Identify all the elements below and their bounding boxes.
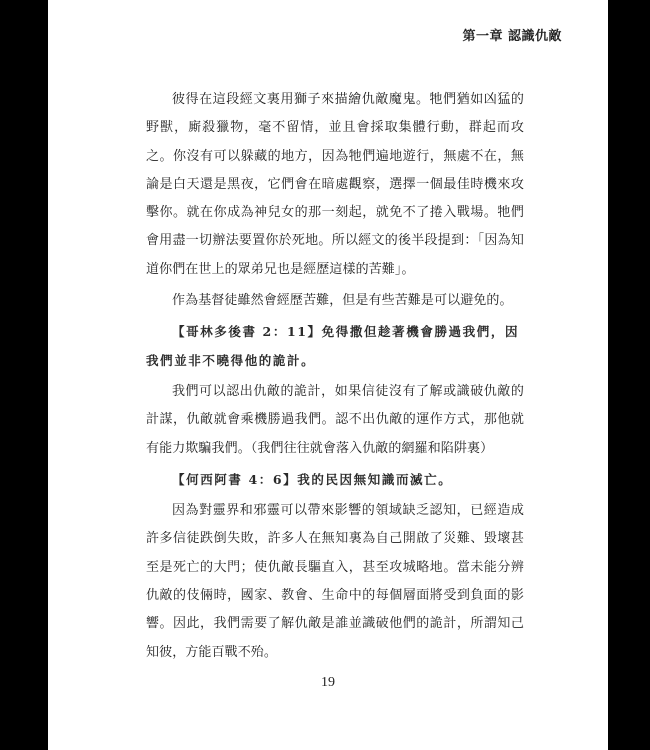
scan-border-left <box>0 0 48 750</box>
body-text <box>146 86 524 670</box>
scan-border-right <box>608 0 650 750</box>
scripture-quote-hosea: 【何西阿書 4：6】我的民因無知識而滅亡。 <box>172 471 453 487</box>
scripture-quote-2-corinthians: 【哥林多後書 2：11】免得撒但趁著機會勝過我們，因我們並非不曉得他的詭計。 <box>146 324 520 368</box>
paragraph-peter-lion: 彼得在這段經文裏用獅子來描繪仇敵魔鬼。牠們猶如凶猛的野獸，廝殺獵物，毫不留情，並且會採取集體行動，群起而攻之。你沒有可以躲藏的地方，因為牠們遍地遊行，無處不在，無論是白天還是黑夜，它們會在暗處觀察，選擇一個最佳時機來攻擊你。就在你成為神兒女的那一刻起，就免不了捲入戰場。牠們會用盡一切辦法要置你於死地。所以經文的後半段提到：「因為知道你們在世上的眾弟兄也是經歷這樣的苦難」。 <box>146 92 524 277</box>
page-number: 19 <box>321 675 335 690</box>
running-header-chapter-title: 第一章 認識仇敵 <box>462 29 562 44</box>
book-page <box>48 0 608 750</box>
paragraph-recognize-schemes: 我們可以認出仇敵的詭計，如果信徒沒有了解或識破仇敵的計謀，仇敵就會乘機勝過我們。認不出仇敵的運作方式，那他就有能力欺騙我們。（我們往往就會落入仇敵的網羅和陷阱裏） <box>146 383 524 456</box>
paragraph-suffering-avoidable: 作為基督徒雖然會經歷苦難，但是有些苦難是可以避免的。 <box>172 293 513 309</box>
paragraph-lack-of-knowledge: 因為對靈界和邪靈可以帶來影響的領域缺乏認知，已經造成許多信徒跌倒失敗，許多人在無知裏為自己開啟了災難、毀壞甚至是死亡的大門；使仇敵長驅直入，甚至攻城略地。當未能分辨仇敵的伎倆時，國家、教會、生命中的每個層面將受到負面的影響。因此，我們需要了解仇敵是誰並識破他們的詭計，所謂知己知彼，方能百戰不殆。 <box>146 503 524 660</box>
